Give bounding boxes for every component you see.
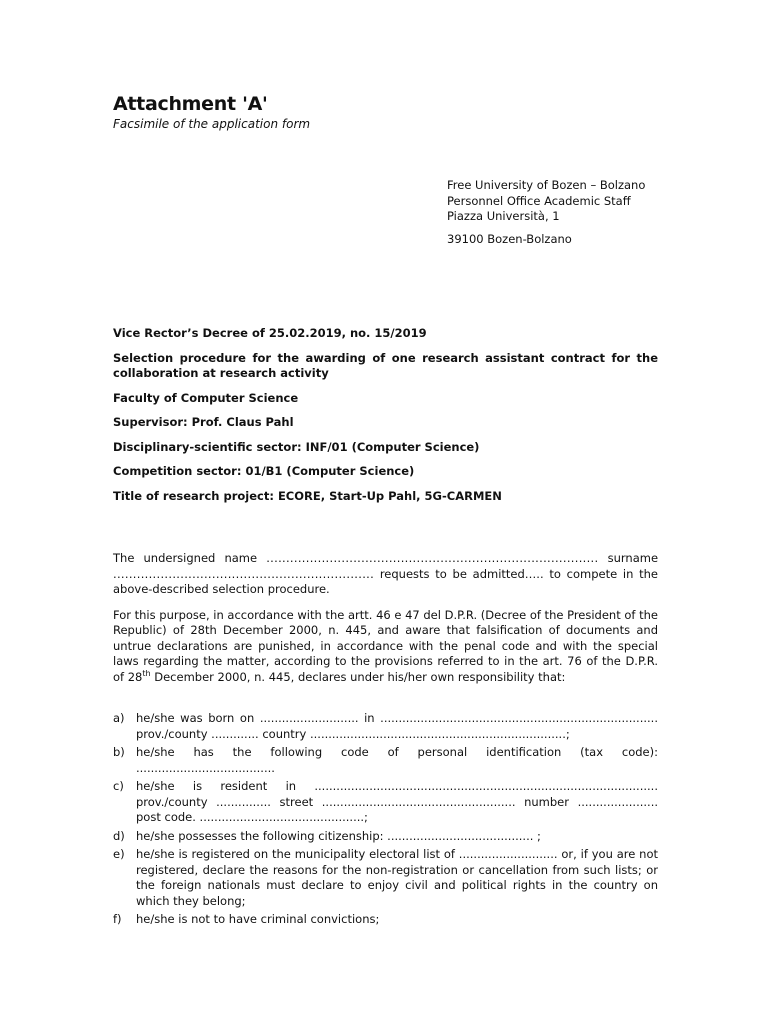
list-item [113, 912, 658, 928]
decree-reference: Vice Rector’s Decree of 25.02.2019, no. 15/2019 [113, 326, 427, 340]
intro-name-label: The undersigned name [113, 551, 258, 565]
application-body [113, 551, 658, 695]
list-item-text: he/she is resident in .............................................................................................. prov./county ............... street ..................................................... number ...................... post code. .............................................; [136, 779, 658, 824]
address-line-3: Piazza Università, 1 [447, 209, 560, 223]
declaration-list [113, 711, 658, 931]
faculty: Faculty of Computer Science [113, 390, 299, 405]
document-title: Attachment 'A' [113, 93, 268, 115]
research-project-title: Title of research project: ECORE, Start-Up Pahl, 5G-CARMEN [113, 488, 502, 503]
list-item-text: he/she was born on ........................... in ............................................................................ prov./county ............. country ......................................................................; [136, 711, 658, 741]
list-item [113, 829, 658, 845]
declaration-text-b: December 2000, n. 445, declares under his/her own responsibility that: [150, 669, 566, 684]
disciplinary-sector: Disciplinary-scientific sector: INF/01 (Computer Science) [113, 439, 480, 454]
list-marker: e) [113, 847, 125, 861]
address-line-1: Free University of Bozen – Bolzano [447, 178, 646, 192]
list-item-text: he/she is registered on the municipality electoral list of ........................... or, if you are not registered, declare the reasons for the non-registration or cancellation from such lists; or the foreign nationals must declare to enjoy civil and political rights in the country on which they belong; [136, 847, 658, 908]
list-marker: a) [113, 711, 125, 725]
supervisor: Supervisor: Prof. Claus Pahl [113, 415, 294, 429]
intro-surname-label: surname [607, 551, 659, 565]
declaration-paragraph [113, 608, 658, 686]
address-line-2: Personnel Office Academic Staff [447, 193, 631, 208]
list-marker: c) [113, 779, 124, 793]
list-item-text: he/she possesses the following citizenship: ........................................ ; [136, 828, 541, 843]
intro-request-text: requests to be admitted….. to compete in the above-described selection procedure. [113, 566, 659, 596]
procedure-title: Selection procedure for the awarding of one research assistant contract for the collaboration at research activity [113, 350, 658, 380]
declaration-text-a: For this purpose, in accordance with the artt. 46 e 47 del D.P.R. (Decree of the President of the Republic) of 28th December 2000, n. 445, and aware that falsification of documents and untrue declarations are punished, in accordance with the penal code and with the special laws regarding the matter, according to the provisions referred to in the art. 76 of the D.P.R. of 28 [113, 607, 658, 684]
surname-field-dots: .................................................................. [113, 566, 375, 581]
address-line-4: 39100 Bozen-Bolzano [447, 231, 572, 246]
name-field-dots: .................................................................................... [266, 551, 599, 565]
list-item [113, 711, 658, 742]
competition-sector: Competition sector: 01/B1 (Computer Science) [113, 464, 415, 478]
list-item-text: he/she has the following code of personal identification (tax code): ...................................... [136, 745, 658, 775]
decree-header [113, 326, 658, 513]
intro-paragraph [113, 551, 658, 598]
list-marker: b) [113, 745, 125, 759]
declaration-sup: th [142, 668, 151, 678]
list-item [113, 779, 658, 826]
list-marker: d) [113, 828, 125, 843]
list-item-text: he/she is not to have criminal convictions; [136, 912, 380, 926]
list-item [113, 745, 658, 776]
recipient-address [447, 178, 645, 247]
document-subtitle: Facsimile of the application form [113, 117, 311, 131]
list-marker: f) [113, 912, 122, 926]
list-item [113, 847, 658, 909]
